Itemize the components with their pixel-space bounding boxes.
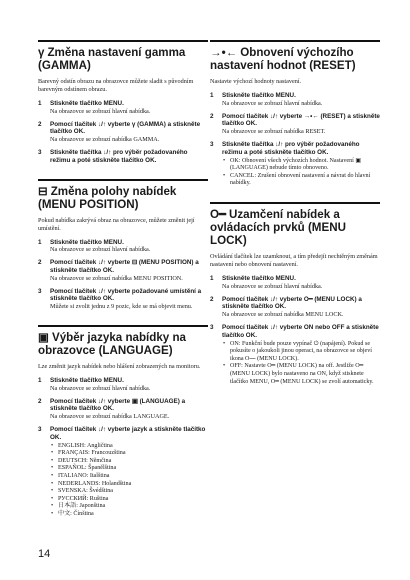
step: 3 Pomocí tlačítek ↓/↑ vyberte ON nebo OFF a stiskněte tlačítko OK. • ON: Funkční bude pouze vypínač ⏻ (napájení). Pokud se pokusíte o jakoukoli jinou operaci, na obrazovce se objeví ikona O━ (MENU LOCK). • OFF: Nastavte O━ (MENU LOCK) na off. Jestliže O━ (MENU LOCK) bylo nastaveno na ON, když stisknete tlačítko MENU, O━ (MENU LOCK) se zvolí automaticky.	[210, 324, 380, 386]
section-heading: γ Změna nastavení gamma (GAMMA)	[38, 46, 186, 72]
list-item: • CANCEL: Zrušení obnovení nastavení a návrat do hlavní nabídky.	[222, 173, 380, 188]
list-item: • ON: Funkční bude pouze vypínač ⏻ (napájení). Pokud se pokusíte o jakoukoli jinou operaci, na obrazovce se objeví ikona O━ (MENU LOCK).	[222, 341, 380, 364]
section-reset	[210, 40, 380, 188]
reset-icon: →•←	[210, 46, 238, 59]
step: 3 Stiskněte tlačítka ↓/↑ pro výběr požadovaného režimu a poté stiskněte tlačítko OK. • OK: Obnovení všech výchozích hodnot. Nastavení ▣ (LANGUAGE) nebude tímto obnoveno. • CANCEL: Zrušení obnovení nastavení a návrat do hlavní nabídky.	[210, 141, 380, 188]
list-item: • 中文: Čínština	[50, 511, 208, 519]
key-icon: O━	[210, 207, 226, 221]
section-heading: →•← Obnovení výchozího nastavení hodnot (RESET)	[210, 46, 356, 72]
step: 1 Stiskněte tlačítko MENU. Na obrazovce se zobrazí hlavní nabídka.	[38, 376, 151, 392]
language-list	[50, 443, 208, 519]
section-intro: Ovládání tlačítek lze uzamknout, a tím předejít nechtěným změnám nastavení nebo obnovení nastavení.	[210, 252, 378, 268]
step: 3 Stiskněte tlačítka ↓/↑ pro výběr požadovaného režimu a poté stiskněte tlačítko OK.	[38, 148, 188, 164]
step: 1 Stiskněte tlačítko MENU. Na obrazovce se zobrazí hlavní nabídka.	[38, 100, 151, 115]
list-item: • SVENSKA: Švédština	[50, 488, 208, 496]
step: 2 Pomocí tlačítek ↓/↑ vyberte ⊟ (MENU POSITION) a stiskněte tlačítko OK. Na obrazovce se zobrazí nabídka MENU POSITION.	[38, 259, 199, 282]
step: 3 Pomocí tlačítek ↓/↑ vyberte požadované umístění a stiskněte tlačítko OK. Můžete si zvolit jednu z 9 pozic, kde se má objevit menu.	[38, 287, 202, 311]
section-rule	[210, 202, 380, 204]
option-list	[222, 158, 380, 188]
list-item: • NEDERLANDS: Holandština	[50, 481, 208, 489]
list-item: • FRANÇAIS: Francouzština	[50, 450, 208, 458]
step: 2 Pomocí tlačítek ↓/↑ vyberte ▣ (LANGUAGE) a stiskněte tlačítko OK. Na obrazovce se zobrazí nabídka LANGUAGE.	[38, 397, 186, 421]
section-intro: Barevný odstín obrazu na obrazovce můžete sladit s původním barevným odstínem obrazu.	[38, 78, 194, 93]
right-column	[210, 40, 380, 400]
section-rule	[38, 325, 208, 327]
section-gamma	[38, 40, 208, 165]
section-rule	[210, 40, 380, 42]
list-item: • ENGLISH: Angličtina	[50, 443, 208, 451]
step: 2 Pomocí tlačítek ↓/↑ vyberte →•← (RESET) a stiskněte tlačítko OK. Na obrazovce se zobrazí nabídka RESET.	[210, 112, 380, 136]
step: 1 Stiskněte tlačítko MENU. Na obrazovce se zobrazí hlavní nabídka.	[38, 238, 151, 254]
menu-position-icon: ⊟	[38, 184, 48, 198]
step: 3 Pomocí tlačítek ↓/↑ vyberte jazyk a stiskněte tlačítko OK. • ENGLISH: Angličtina • FRANÇAIS: Francouzština • DEUTSCH: Němčina • ESPAÑOL: Španělština • ITALIANO: Italština • NEDERLANDS: Holandština • SVENSKA: Švédština • РУССКИЙ: Ruština • 日本語: Japonština • 中文: Čínština	[38, 426, 208, 519]
gamma-icon: γ	[38, 46, 45, 59]
section-menu-position	[38, 179, 208, 311]
step: 2 Pomocí tlačítek ↓/↑ vyberte O━ (MENU LOCK) a stiskněte tlačítko OK. Na obrazovce se zobrazí nabídka MENU LOCK.	[210, 295, 362, 319]
section-language	[38, 325, 208, 519]
section-intro: Lze změnit jazyk nabídek nebo hlášení zobrazených na monitoru.	[38, 362, 201, 370]
section-rule	[38, 179, 208, 181]
step: 1 Stiskněte tlačítko MENU. Na obrazovce se zobrazí hlavní nabídka.	[210, 92, 323, 107]
left-column	[38, 40, 208, 532]
list-item: • ITALIANO: Italština	[50, 473, 208, 481]
option-list	[222, 341, 380, 387]
list-item: • DEUTSCH: Němčina	[50, 458, 208, 466]
list-item: • 日本語: Japonština	[50, 503, 208, 511]
section-heading: O━ Uzamčení nabídek a ovládacích prvků (MENU LOCK)	[210, 207, 346, 247]
list-item: • РУССКИЙ: Ruština	[50, 496, 208, 504]
list-item: • OK: Obnovení všech výchozích hodnot. Nastavení ▣ (LANGUAGE) nebude tímto obnoveno.	[222, 158, 380, 173]
step: 2 Pomocí tlačítek ↓/↑ vyberte γ (GAMMA) a stiskněte tlačítko OK. Na obrazovce se zobrazí nabídka GAMMA.	[38, 120, 201, 144]
step: 1 Stiskněte tlačítko MENU. Na obrazovce se zobrazí hlavní nabídka.	[210, 274, 323, 290]
list-item: • ESPAÑOL: Španělština	[50, 465, 208, 473]
section-menu-lock	[210, 202, 380, 386]
list-item: • OFF: Nastavte O━ (MENU LOCK) na off. Jestliže O━ (MENU LOCK) bylo nastaveno na ON, když stisknete tlačítko MENU, O━ (MENU LOCK) se zvolí automaticky.	[222, 363, 380, 386]
section-rule	[38, 40, 208, 42]
page-number: 14	[38, 548, 51, 560]
section-heading: ⊟ Změna polohy nabídek (MENU POSITION)	[38, 184, 177, 211]
section-heading: ▣ Výběr jazyka nabídky na obrazovce (LANGUAGE)	[38, 330, 187, 357]
language-icon: ▣	[38, 330, 49, 344]
section-intro: Pokud nabídka zakrývá obraz na obrazovce, můžete změnit její umístění.	[38, 216, 195, 232]
section-intro: Nastavte výchozí hodnoty nastavení.	[210, 78, 302, 85]
